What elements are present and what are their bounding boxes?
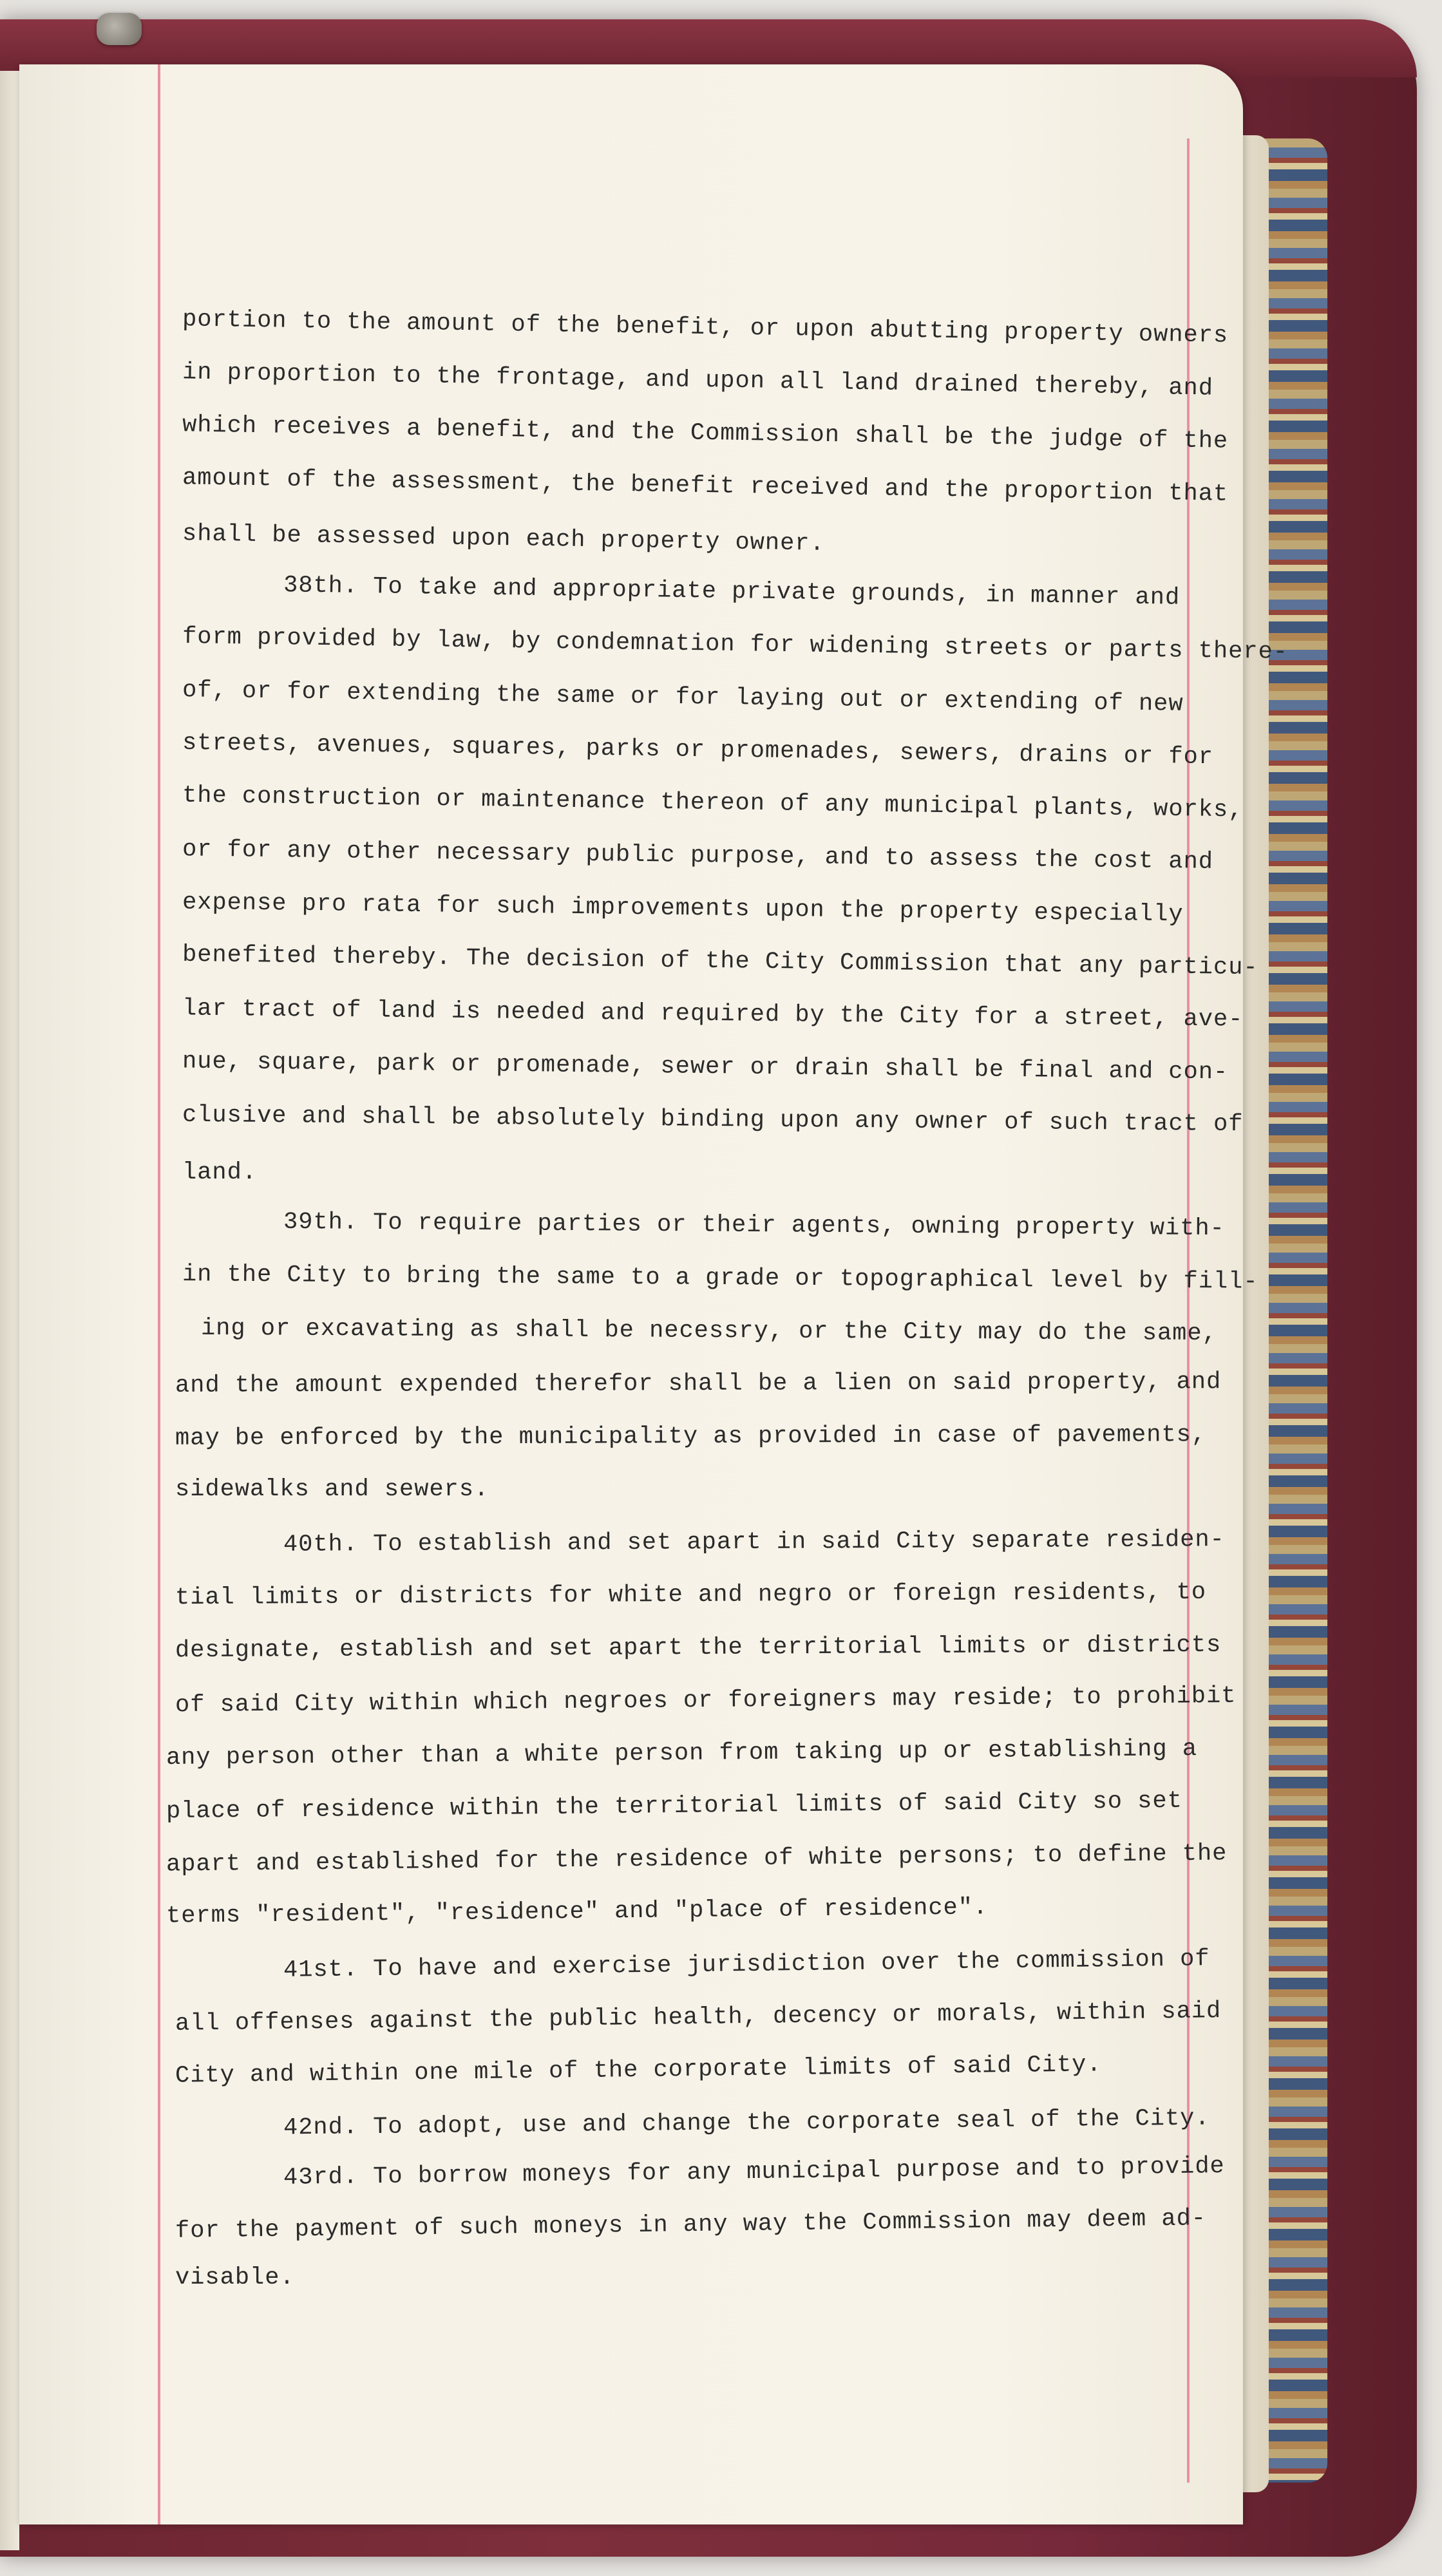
paragraph-43rd-start: 43rd. To borrow moneys for any municipal purpose and to provide (283, 2153, 1226, 2192)
text-line: nue, square, park or promenade, sewer or drain shall be final and con- (182, 1048, 1229, 1086)
text-line: all offenses against the public health, decency or morals, within said (175, 1998, 1222, 2038)
text-line: and the amount expended therefor shall be a lien on said property, and (175, 1368, 1222, 1399)
text-line: for the payment of such moneys in any way the Commission may deem ad- (175, 2205, 1207, 2245)
text-line: of, or for extending the same or for laying out or extending of new (182, 677, 1184, 718)
text-line: in the City to bring the same to a grade or topographical level by fill- (182, 1261, 1258, 1296)
text-line: may be enforced by the municipality as provided in case of pavements, (175, 1421, 1207, 1452)
text-line: ing or excavating as shall be necessry, or the City may do the same, (200, 1314, 1217, 1348)
text-line: designate, establish and set apart the territorial limits or districts (175, 1631, 1222, 1665)
text-line: sidewalks and sewers. (175, 1476, 489, 1503)
text-line: any person other than a white person from taking up or establishing a (166, 1736, 1198, 1772)
left-page-edges (0, 71, 19, 2550)
text-line: terms "resident", "residence" and "place of residence". (166, 1894, 989, 1930)
text-line: streets, avenues, squares, parks or promenades, sewers, drains or for (182, 729, 1214, 772)
text-line: apart and established for the residence of white persons; to define the (166, 1840, 1228, 1879)
text-line: visable. (175, 2264, 295, 2291)
text-line: land. (182, 1159, 258, 1186)
marbled-page-edge (1259, 138, 1327, 2483)
paragraph-42nd: 42nd. To adopt, use and change the corporate seal of the City. (283, 2105, 1210, 2142)
paragraph-39th-start: 39th. To require parties or their agents, owning property with- (283, 1208, 1225, 1243)
left-margin-rule (158, 64, 160, 2524)
binding-clasp (97, 13, 142, 45)
text-line: portion to the amount of the benefit, or upon abutting property owners (182, 306, 1229, 350)
text-line: the construction or maintenance thereon of any municipal plants, works, (182, 782, 1244, 824)
text-line: in proportion to the frontage, and upon all land drained thereby, and (182, 359, 1214, 402)
text-line: or for any other necessary public purpose, and to assess the cost and (182, 836, 1214, 876)
text-line: benefited thereby. The decision of the City Commission that any particu- (182, 941, 1258, 982)
text-line: City and within one mile of the corporate limits of said City. (175, 2051, 1102, 2090)
paragraph-38th-start: 38th. To take and appropriate private grounds, in manner and (283, 572, 1181, 612)
text-line: tial limits or districts for white and negro or foreign residents, to (175, 1578, 1207, 1612)
text-line: of said City within which negroes or foreigners may reside; to prohibit (175, 1682, 1237, 1719)
text-line: lar tract of land is needed and required by the City for a street, ave- (182, 995, 1244, 1034)
text-line: shall be assessed upon each property owner. (182, 520, 826, 558)
text-line: form provided by law, by condemnation for widening streets or parts there- (182, 623, 1289, 666)
paragraph-41st-start: 41st. To have and exercise jurisdiction over the commission of (283, 1946, 1210, 1984)
text-line: place of residence within the territorial limits of said City so set (166, 1787, 1183, 1826)
text-line: expense pro rata for such improvements upon the property especially (182, 889, 1184, 929)
text-line: amount of the assessment, the benefit received and the proportion that (182, 464, 1229, 508)
text-line: which receives a benefit, and the Commission shall be the judge of the (182, 412, 1229, 455)
paragraph-40th-start: 40th. To establish and set apart in said City separate residen- (283, 1526, 1225, 1558)
text-line: clusive and shall be absolutely binding upon any owner of such tract of (182, 1101, 1244, 1139)
